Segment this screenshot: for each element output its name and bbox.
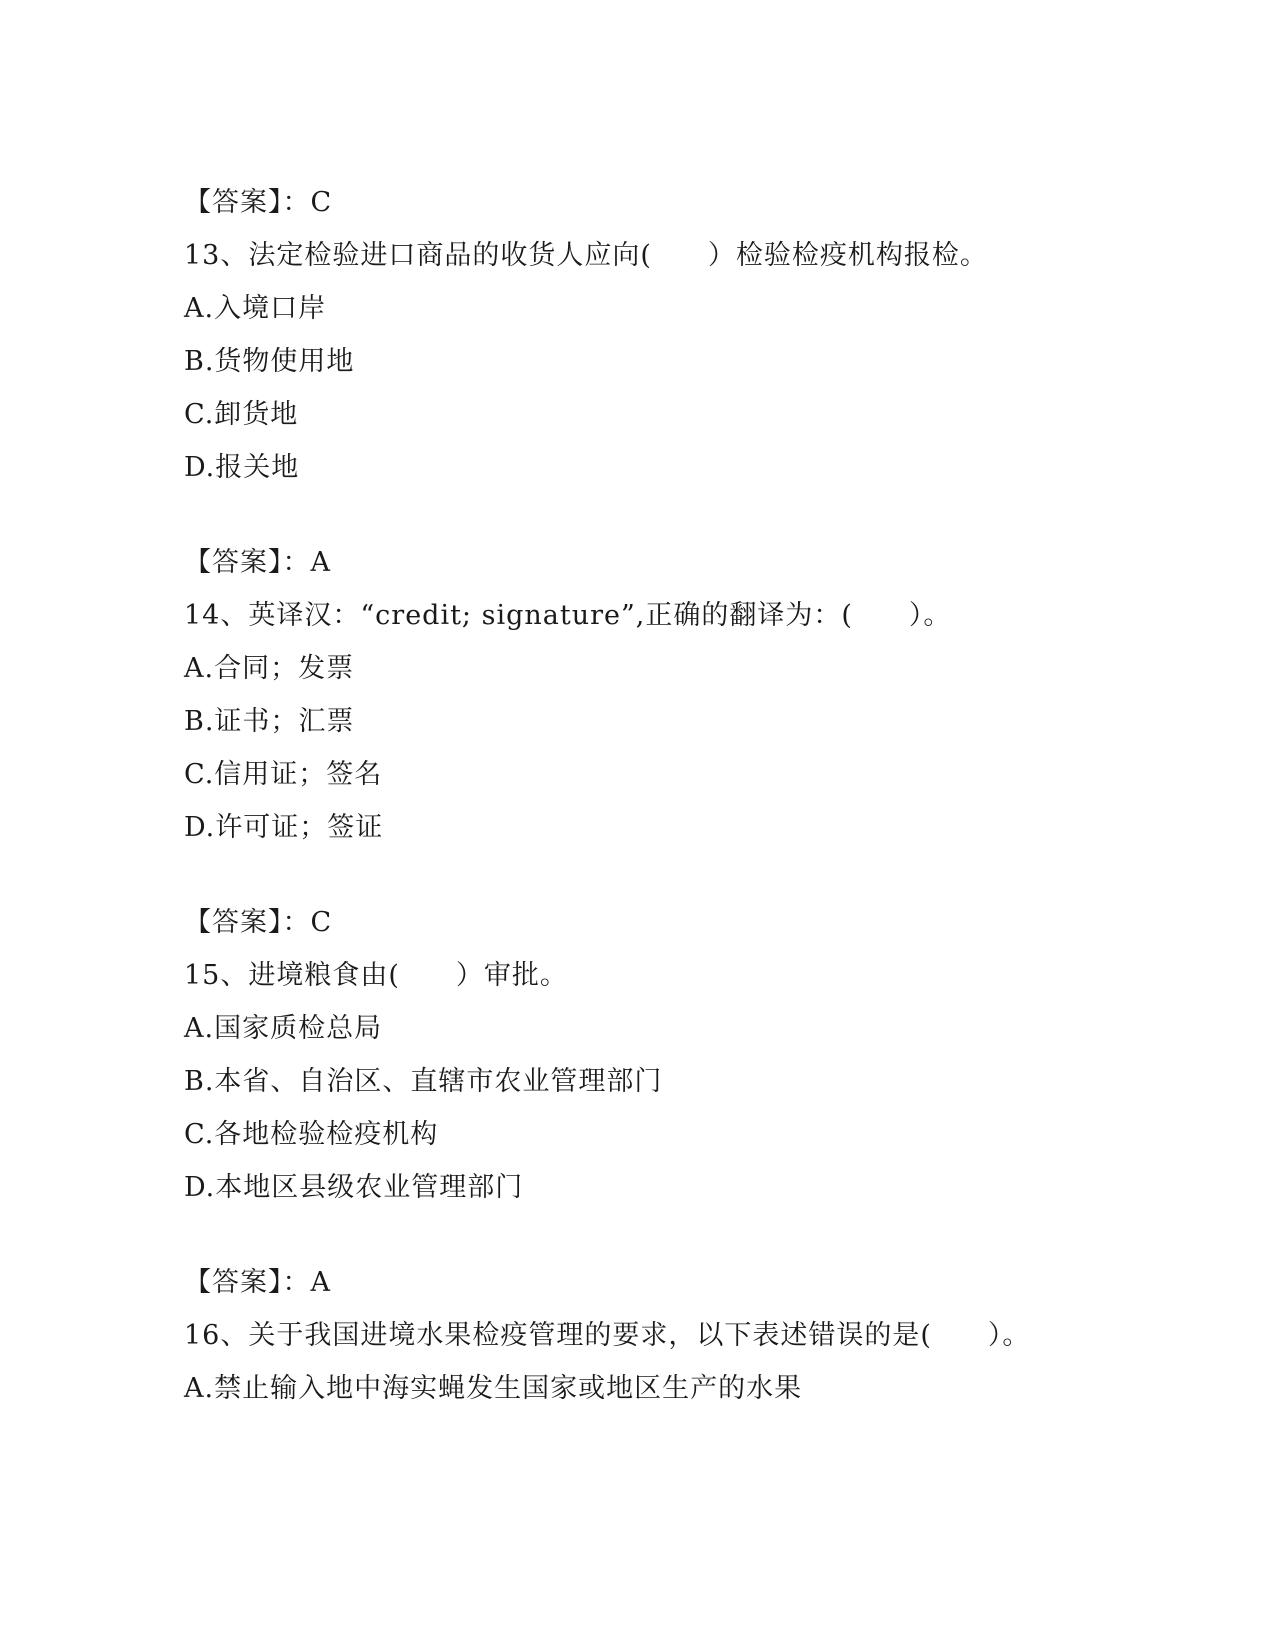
option-b: B.货物使用地 bbox=[184, 346, 355, 377]
option-c: C.信用证；签名 bbox=[184, 759, 383, 790]
question-13: 13、法定检验进口商品的收货人应向( ）检验检疫机构报检。 bbox=[184, 240, 988, 271]
answer-line: 【答案】：C bbox=[184, 187, 333, 218]
option-a: A.合同；发票 bbox=[184, 653, 355, 684]
option-c: C.各地检验检疫机构 bbox=[184, 1119, 439, 1150]
option-d: D.本地区县级农业管理部门 bbox=[184, 1172, 524, 1203]
option-d: D.许可证；签证 bbox=[184, 812, 384, 843]
question-14: 14、英译汉：“credit; signature”,正确的翻译为：( ）。 bbox=[184, 600, 952, 631]
option-b: B.证书；汇票 bbox=[184, 706, 355, 737]
answer-line: 【答案】：A bbox=[184, 547, 331, 578]
option-d: D.报关地 bbox=[184, 452, 300, 483]
question-15: 15、进境粮食由( ）审批。 bbox=[184, 960, 568, 991]
option-a: A.禁止输入地中海实蝇发生国家或地区生产的水果 bbox=[184, 1373, 803, 1404]
answer-line: 【答案】：A bbox=[184, 1267, 331, 1298]
answer-line: 【答案】：C bbox=[184, 907, 333, 938]
option-c: C.卸货地 bbox=[184, 399, 299, 430]
option-b: B.本省、自治区、直辖市农业管理部门 bbox=[184, 1066, 663, 1097]
option-a: A.入境口岸 bbox=[184, 293, 327, 324]
question-16: 16、关于我国进境水果检疫管理的要求，以下表述错误的是( ）。 bbox=[184, 1320, 1031, 1351]
option-a: A.国家质检总局 bbox=[184, 1013, 383, 1044]
